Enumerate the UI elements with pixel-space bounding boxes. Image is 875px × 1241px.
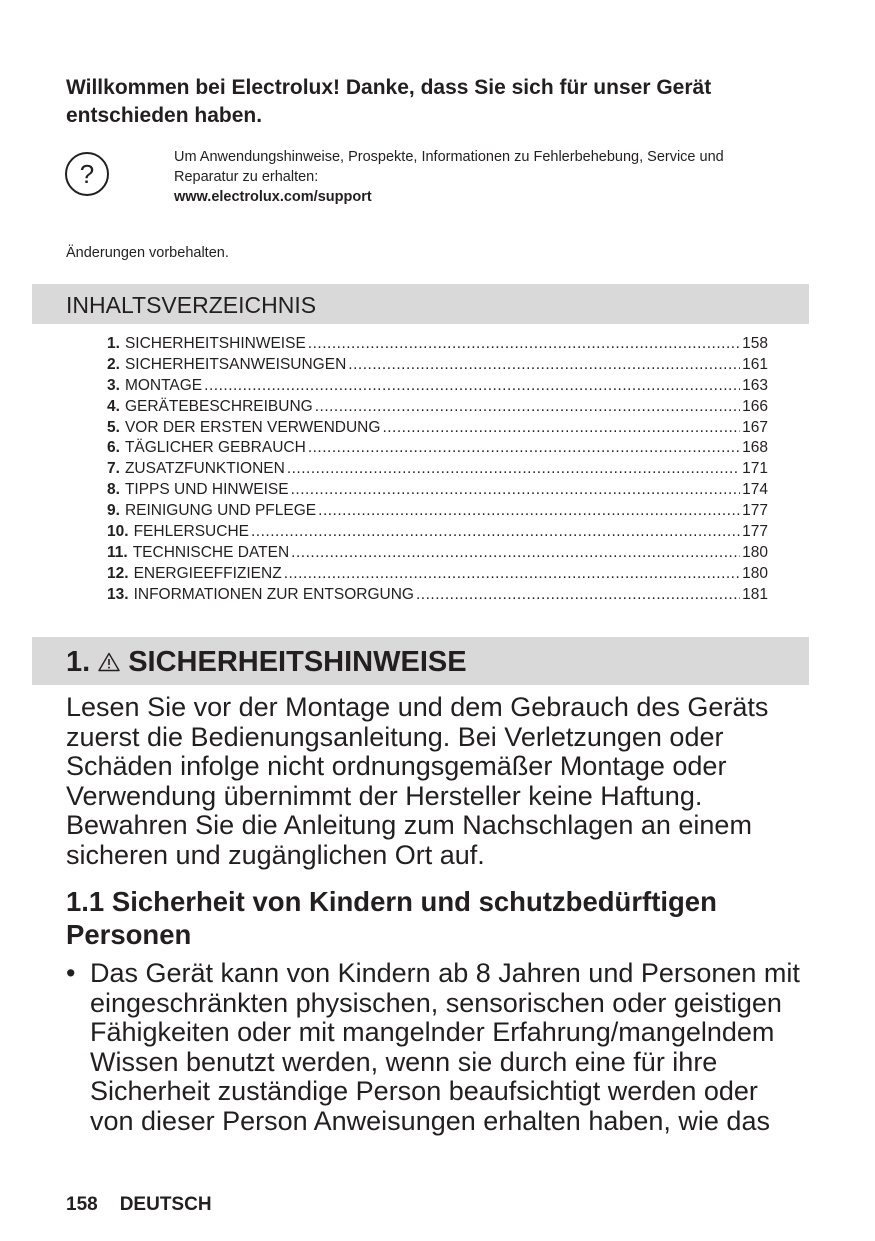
toc-item-label: FEHLERSUCHE (133, 523, 249, 541)
toc-item-label: VOR DER ERSTEN VERWENDUNG (124, 418, 381, 436)
toc-item-label: ENERGIEEFFIZIENZ (133, 564, 282, 582)
toc-leader-dots (291, 480, 741, 501)
toc-leader-dots (318, 501, 740, 522)
toc-item-number: 1. (107, 335, 120, 352)
section-1-number: 1. (66, 646, 91, 678)
toc-leader-dots (315, 397, 740, 418)
toc-item-page: 167 (742, 418, 768, 436)
section-1-intro (66, 693, 826, 871)
welcome-line-2: entschieden haben. (66, 104, 263, 127)
toc-item-label: TÄGLICHER GEBRAUCH (124, 439, 306, 457)
toc-item-label: INFORMATIONEN ZUR ENTSORGUNG (133, 585, 414, 603)
toc-item-label: TECHNISCHE DATEN (132, 543, 290, 561)
toc-item-page: 161 (742, 355, 768, 373)
toc-item-label: GERÄTEBESCHREIBUNG (124, 397, 313, 415)
toc-title: INHALTSVERZEICHNIS (66, 292, 317, 318)
toc-item[interactable] (107, 501, 768, 522)
toc-leader-dots (348, 355, 740, 376)
subsection-title-line-2: Personen (66, 919, 192, 950)
toc-item[interactable] (107, 438, 768, 459)
toc-item[interactable] (107, 585, 768, 606)
toc-item-label: SICHERHEITSANWEISUNGEN (124, 355, 347, 373)
intro-line: zuerst die Bedienungsanleitung. Bei Verletzungen oder (66, 721, 724, 752)
toc-item-number: 8. (107, 481, 120, 499)
toc-item-number: 2. (107, 355, 120, 373)
toc-item-page: 181 (742, 585, 768, 603)
toc-leader-dots (291, 543, 740, 564)
toc-item[interactable] (107, 355, 768, 376)
table-of-contents (107, 334, 768, 606)
support-url-link[interactable]: www.electrolux.com/support (174, 189, 372, 205)
welcome-heading (66, 74, 826, 130)
subsection-1-1-title (66, 885, 826, 951)
section-1-title: SICHERHEITSHINWEISE (128, 646, 467, 678)
subsection-title-line-1: 1.1 Sicherheit von Kindern und schutzbedürftigen (66, 886, 717, 917)
toc-leader-dots (204, 376, 740, 397)
toc-item-page: 174 (742, 481, 768, 499)
toc-leader-dots (416, 585, 740, 606)
intro-line: Lesen Sie vor der Montage und dem Gebrauch des Geräts (66, 692, 769, 722)
support-text-line-2: Reparatur zu erhalten: (174, 169, 319, 185)
bullet-line: eingeschränkten physischen, sensorischen oder geistigen (90, 987, 782, 1018)
bullet-line: Sicherheit zuständige Person beaufsichtigt werden oder (90, 1076, 758, 1107)
footer-language: DEUTSCH (119, 1194, 212, 1215)
toc-item-number: 12. (107, 564, 129, 582)
support-text-line-1: Um Anwendungshinweise, Prospekte, Informationen zu Fehlerbehebung, Service und (174, 149, 724, 165)
warning-triangle-icon (98, 652, 120, 672)
toc-item-page: 171 (742, 460, 768, 478)
toc-item[interactable] (107, 480, 768, 501)
toc-item-page: 158 (742, 335, 768, 352)
toc-item-page: 180 (742, 564, 768, 582)
intro-line: sicheren und zugänglichen Ort auf. (66, 839, 485, 870)
toc-item-page: 168 (742, 439, 768, 457)
welcome-line-1: Willkommen bei Electrolux! Danke, dass Sie sich für unser Gerät (66, 76, 712, 99)
toc-item-number: 13. (107, 585, 129, 603)
toc-leader-dots (308, 438, 740, 459)
toc-item[interactable] (107, 418, 768, 439)
support-info (174, 147, 824, 207)
toc-item-number: 11. (107, 543, 128, 561)
toc-item-number: 7. (107, 460, 120, 478)
toc-item-number: 6. (107, 439, 120, 457)
toc-item-label: TIPPS UND HINWEISE (124, 481, 289, 499)
question-circle-icon (64, 151, 110, 197)
changes-note: Änderungen vorbehalten. (66, 245, 229, 261)
toc-item-label: SICHERHEITSHINWEISE (124, 335, 306, 352)
toc-item[interactable] (107, 334, 768, 355)
bullet-line: von dieser Person Anweisungen erhalten haben, wie das (90, 1105, 770, 1136)
intro-line: Bewahren Sie die Anleitung zum Nachschlagen an einem (66, 810, 752, 841)
toc-item[interactable] (107, 397, 768, 418)
toc-leader-dots (287, 459, 740, 480)
intro-line: Verwendung übernimmt der Hersteller keine Haftung. (66, 780, 703, 811)
section-1-header (32, 637, 809, 685)
page-number: 158 (66, 1194, 98, 1215)
toc-item-page: 166 (742, 397, 768, 415)
toc-item[interactable] (107, 564, 768, 585)
page-footer (66, 1193, 212, 1217)
toc-header (32, 284, 809, 324)
toc-leader-dots (251, 522, 740, 543)
toc-item-number: 9. (107, 502, 120, 520)
toc-item-label: MONTAGE (124, 376, 203, 394)
toc-leader-dots (284, 564, 740, 585)
bullet-symbol: • (66, 958, 76, 988)
toc-item-page: 177 (742, 523, 768, 541)
bullet-line: Das Gerät kann von Kindern ab 8 Jahren und Personen mit (90, 958, 800, 988)
toc-item[interactable] (107, 522, 768, 543)
toc-leader-dots (382, 418, 740, 439)
bullet-line: Wissen benutzt werden, wenn sie durch eine für ihre (90, 1046, 718, 1077)
toc-item-label: ZUSATZFUNKTIONEN (124, 460, 285, 478)
toc-item-page: 177 (742, 502, 768, 520)
toc-leader-dots (308, 334, 740, 355)
intro-line: Schäden infolge nicht ordnungsgemäßer Montage oder (66, 751, 727, 782)
toc-item-number: 5. (107, 418, 120, 436)
toc-item[interactable] (107, 543, 768, 564)
toc-item-number: 4. (107, 397, 120, 415)
bullet-line: Fähigkeiten oder mit mangelnder Erfahrung/mangelndem (90, 1017, 775, 1048)
toc-item-number: 10. (107, 523, 129, 541)
toc-item-page: 180 (742, 543, 768, 561)
toc-item-page: 163 (742, 376, 768, 394)
toc-item-label: REINIGUNG UND PFLEGE (124, 502, 317, 520)
toc-item-number: 3. (107, 376, 120, 394)
toc-item[interactable] (107, 376, 768, 397)
toc-item[interactable] (107, 459, 768, 480)
bullet-text (90, 959, 830, 1137)
svg-text:?: ? (79, 159, 95, 189)
